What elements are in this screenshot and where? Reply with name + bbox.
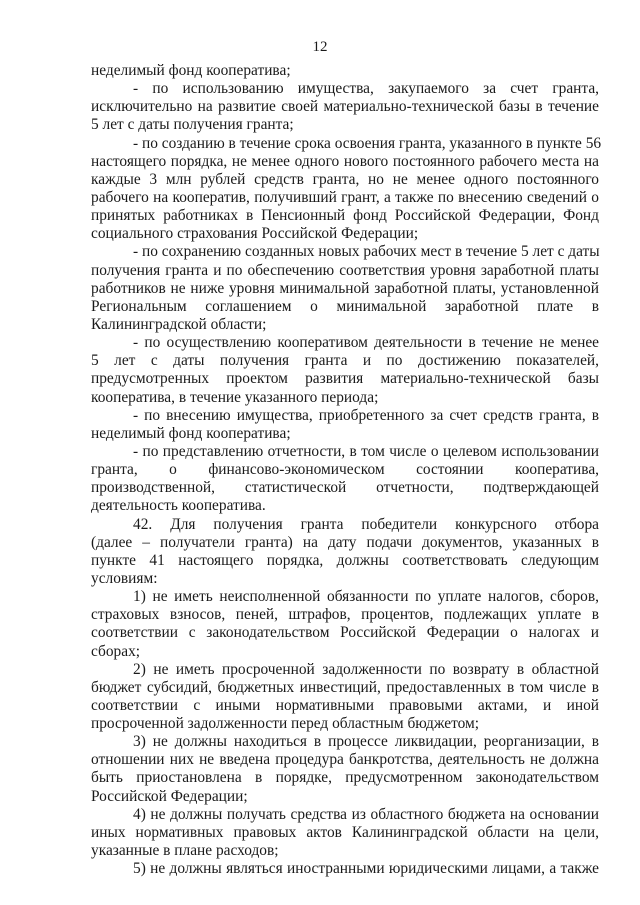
text-line: исключительно на развитие своей материально-технической базы в течение: [91, 98, 599, 116]
text-line: бюджет субсидий, бюджетных инвестиций, предоставленных в том числе в: [91, 678, 599, 696]
text-line: - по сохранению созданных новых рабочих мест в течение 5 лет с даты: [133, 243, 600, 261]
text-line: каждые 3 млн рублей средств гранта, но не менее одного постоянного: [91, 170, 599, 188]
text-line: настоящего порядка, не менее одного нового постоянного рабочего места на: [91, 152, 599, 170]
text-line: страховых взносов, пеней, штрафов, процентов, подлежащих уплате в: [91, 606, 599, 624]
page-number: 12: [312, 39, 328, 55]
text-line: работников не ниже уровня минимальной заработной платы, установленной: [91, 279, 599, 297]
text-line: рабочего на кооператив, получивший грант, а также по внесению сведений о: [91, 188, 599, 206]
text-line: пункте 41 настоящего порядка, должны соответствовать следующим: [91, 551, 599, 569]
text-line: предусмотренных проектом развития материально-технической базы: [91, 370, 599, 388]
text-line: - по созданию в течение срока освоения гранта, указанного в пункте 56: [133, 134, 602, 152]
text-line: 3) не должны находиться в процессе ликвидации, реорганизации, в: [133, 733, 599, 751]
text-line: соответствии с законодательством Российской Федерации о налогах и: [91, 624, 599, 642]
text-line: (далее – получатели гранта) на дату подачи документов, указанных в: [91, 533, 599, 551]
text-line: Российской Федерации;: [91, 787, 248, 805]
text-line: производственной, статистической отчетности, подтверждающей: [91, 479, 599, 497]
text-line: Калининградской области;: [91, 315, 267, 333]
text-line: 5 лет с даты получения гранта и по достижению показателей,: [91, 352, 599, 370]
text-line: - по осуществлению кооперативом деятельности в течение не менее: [133, 334, 599, 352]
text-line: - по представлению отчетности, в том числе о целевом использовании: [133, 442, 599, 460]
text-line: сборах;: [91, 642, 141, 660]
text-line: деятельность кооператива.: [91, 497, 266, 515]
text-line: 2) не иметь просроченной задолженности по возврату в областной: [133, 660, 599, 678]
text-line: соответствии с иными нормативными правовыми актами, и иной: [91, 696, 599, 714]
text-line: 4) не должны получать средства из областного бюджета на основании: [133, 805, 599, 823]
text-line: получения гранта и по обеспечению соответствия уровня заработной платы: [91, 261, 599, 279]
text-line: просроченной задолженности перед областным бюджетом;: [91, 715, 480, 733]
text-line: 5 лет с даты получения гранта;: [91, 116, 294, 134]
text-line: иных нормативных правовых актов Калининградской области на цели,: [91, 823, 599, 841]
text-line: неделимый фонд кооператива;: [91, 62, 291, 79]
text-line: отношении них не введена процедура банкротства, деятельность не должна: [91, 751, 599, 769]
text-line: 1) не иметь неисполненной обязанности по уплате налогов, сборов,: [133, 588, 599, 606]
text-line: Региональным соглашением о минимальной заработной плате в: [91, 297, 599, 315]
text-line: гранта, о финансово-экономическом состоянии кооператива,: [91, 461, 599, 479]
text-line: кооператива, в течение указанного периода;: [91, 388, 379, 406]
text-line: 5) не должны являться иностранными юридическими лицами, а также: [133, 860, 599, 878]
text-line: - по внесению имущества, приобретенного за счет средств гранта, в: [133, 406, 599, 424]
text-line: указанные в плане расходов;: [91, 842, 279, 860]
text-line: принятых работниках в Пенсионный фонд Российской Федерации, Фонд: [91, 207, 599, 225]
document-body: [91, 62, 602, 878]
text-line: - по использованию имущества, закупаемого за счет гранта,: [133, 80, 599, 98]
text-line: неделимый фонд кооператива;: [91, 424, 291, 442]
text-line: социального страхования Российской Федерации;: [91, 225, 419, 243]
text-line: 42. Для получения гранта победители конкурсного отбора: [133, 515, 599, 533]
text-line: условиям:: [91, 569, 158, 587]
text-line: быть приостановлена в порядке, предусмотренном законодательством: [91, 769, 599, 787]
